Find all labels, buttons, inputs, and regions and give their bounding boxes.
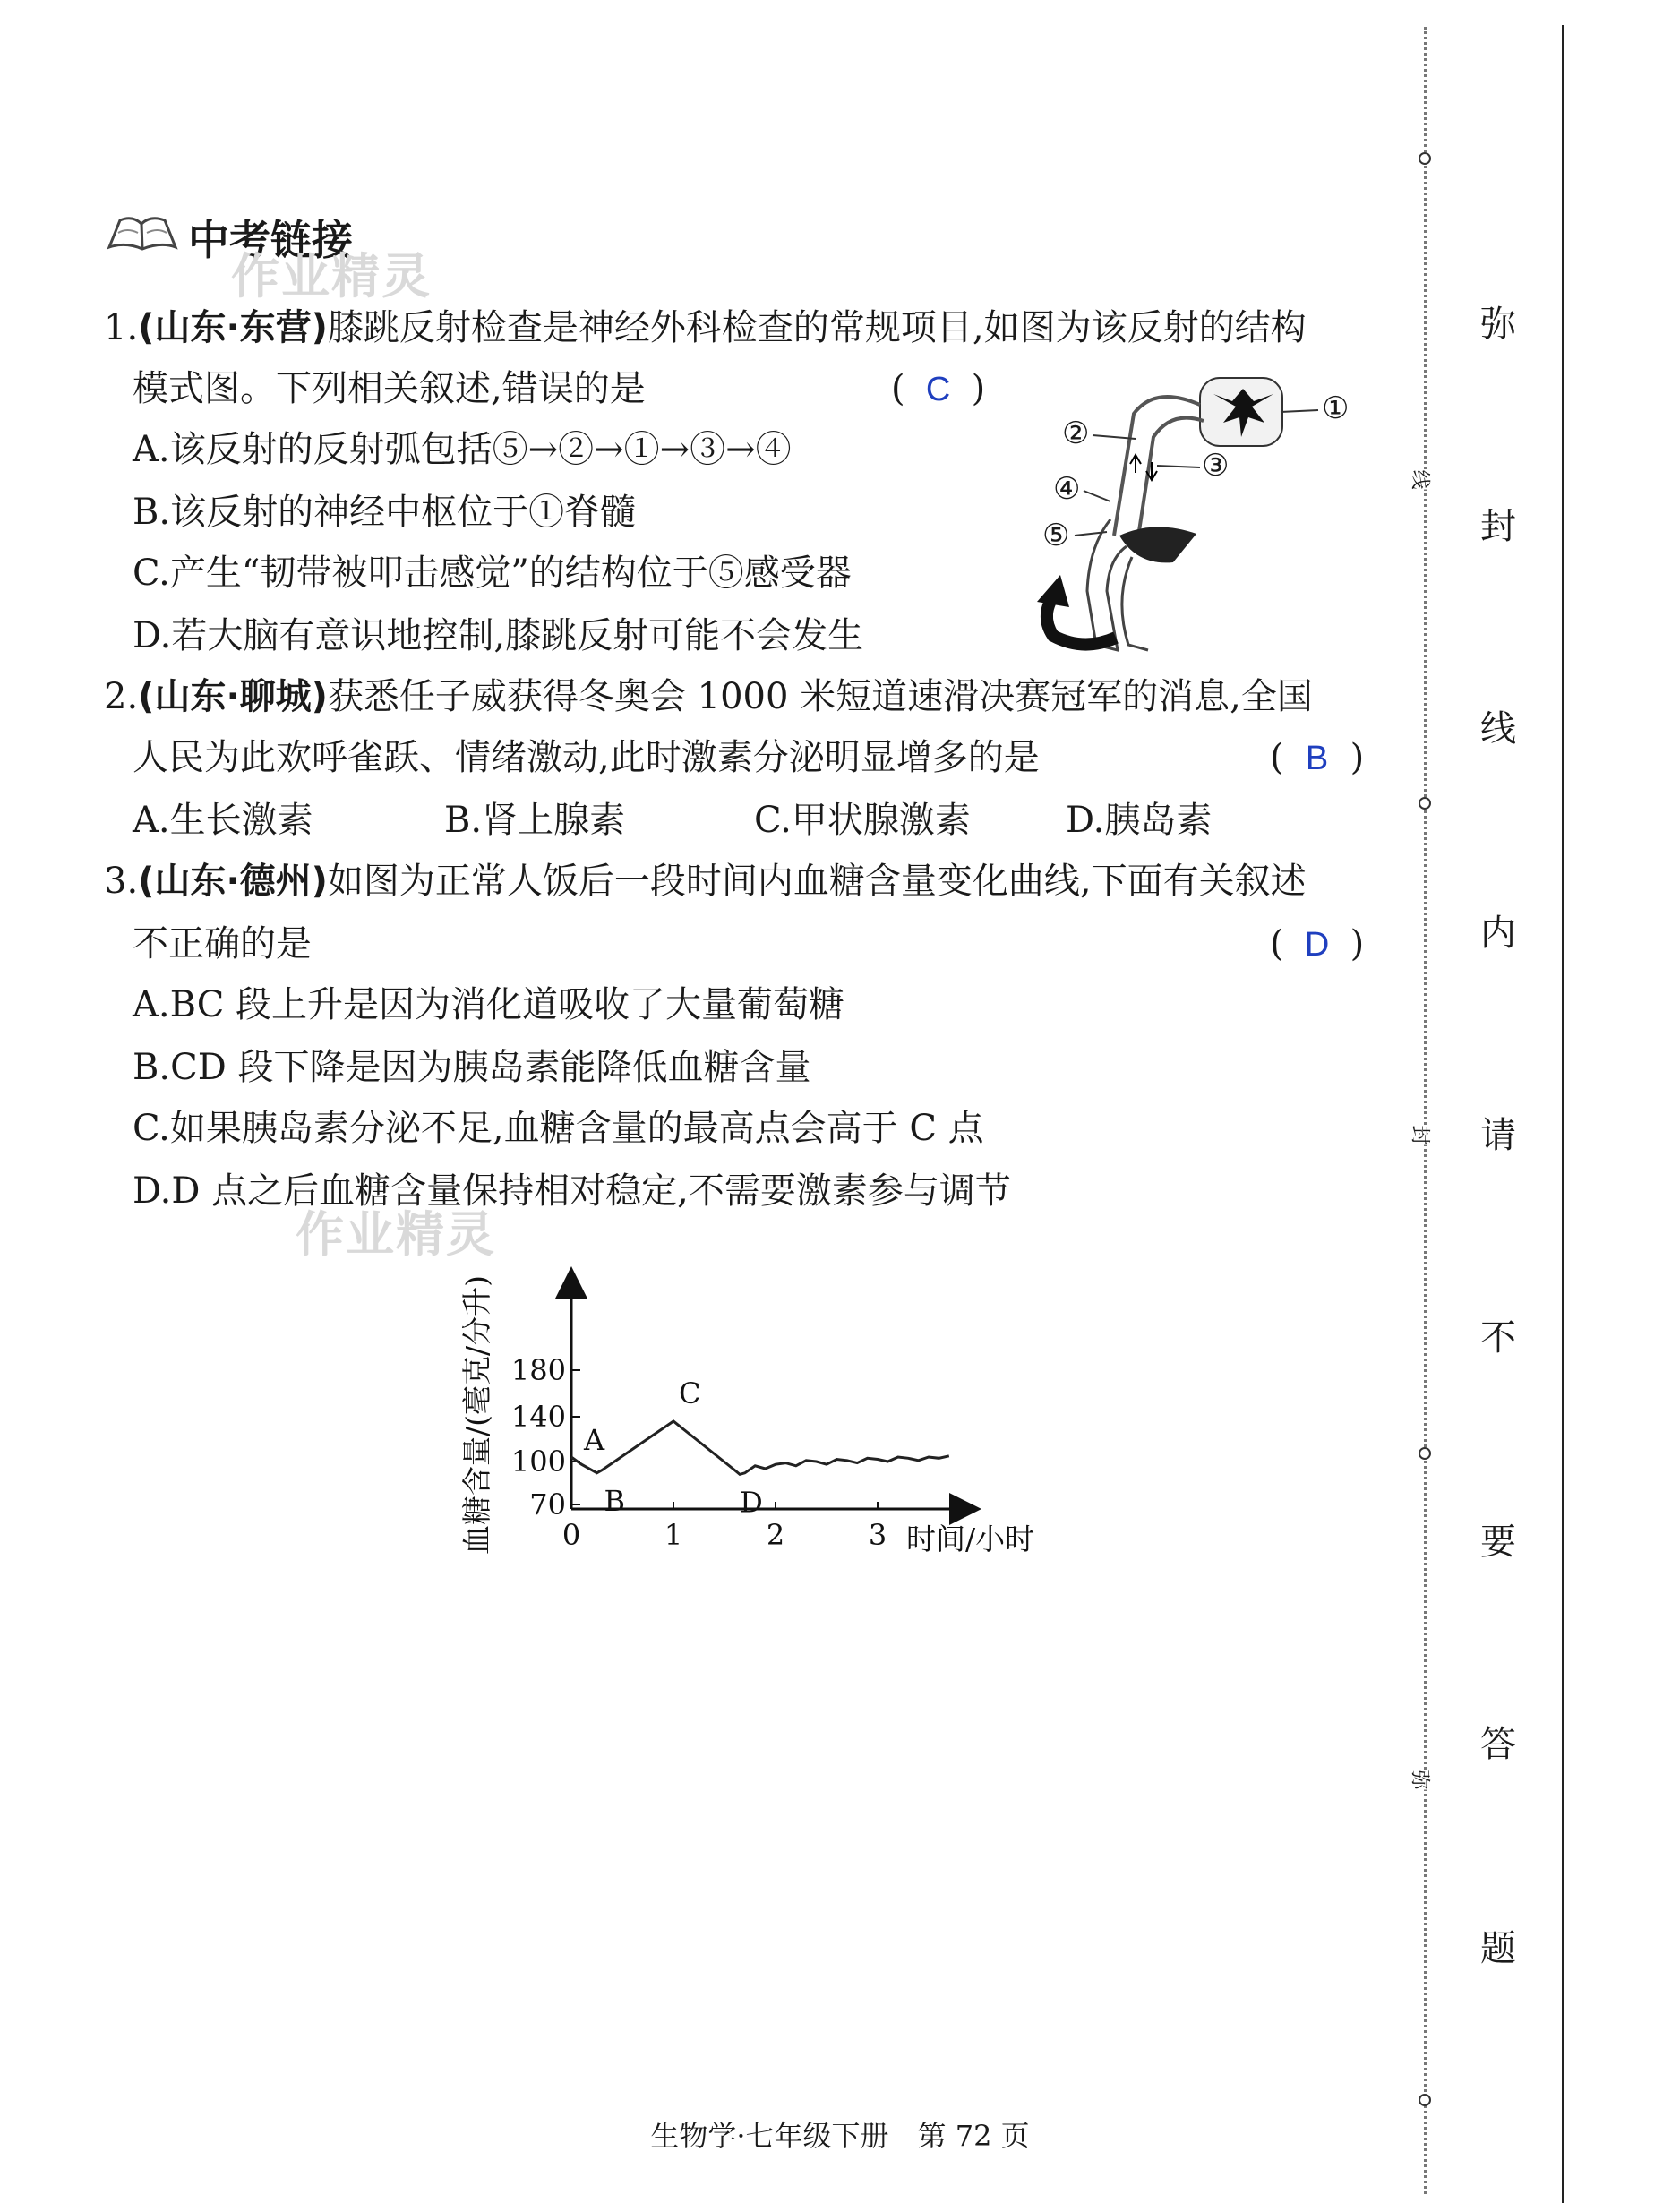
- q3-line1: 3.(山东·德州)如图为正常人饭后一段时间内血糖含量变化曲线,下面有关叙述: [104, 861, 1307, 902]
- binding-dotted-line: [1424, 27, 1427, 2194]
- watermark-1: 作业精灵: [231, 248, 432, 304]
- q2-answer: B: [1305, 740, 1329, 777]
- leg-outline: [1087, 519, 1127, 650]
- q3-option-a: A.BC 段上升是因为消化道吸收了大量葡萄糖: [133, 984, 845, 1025]
- y-axis-label: 血糖含量/(毫克/分升): [459, 1275, 494, 1555]
- q1-option-d: D.若大脑有意识地控制,膝跳反射可能不会发生: [133, 615, 864, 656]
- margin-char-3: 线: [1480, 708, 1516, 750]
- q2-option-b: B.肾上腺素: [444, 800, 626, 841]
- q3-answer: D: [1304, 926, 1330, 964]
- q2-answer-bracket: ( B ): [1270, 734, 1364, 782]
- q2-option-a: A.生长激素: [133, 800, 313, 841]
- q3-option-c: C.如果胰岛素分泌不足,血糖含量的最高点会高于 C 点: [133, 1108, 984, 1149]
- point-label-a: A: [584, 1423, 605, 1457]
- margin-char-1: 弥: [1480, 304, 1516, 345]
- binding-hole-4: [1419, 2094, 1431, 2106]
- label-4: ④: [1053, 471, 1081, 507]
- margin-char-2: 封: [1480, 506, 1516, 547]
- glucose-curve: [571, 1421, 949, 1474]
- q1-option-c: C.产生“韧带被叩击感觉”的结构位于⑤感受器: [133, 553, 852, 594]
- x-tick-label: 0: [561, 1518, 581, 1552]
- section-title: 中考链接: [188, 216, 353, 264]
- x-tick-label: 1: [664, 1518, 683, 1552]
- reflex-diagram: [1021, 367, 1361, 663]
- q1-answer: C: [925, 371, 951, 408]
- margin-label-line: 线: [1408, 469, 1436, 489]
- q1-answer-bracket: ( C ): [891, 365, 985, 413]
- q2-option-d: D.胰岛素: [1066, 800, 1213, 841]
- x-tick-label: 3: [868, 1518, 887, 1552]
- binding-hole-3: [1419, 1447, 1431, 1460]
- margin-char-5: 请: [1480, 1115, 1516, 1156]
- q2-line2: 人民为此欢呼雀跃、情绪激动,此时激素分泌明显增多的是: [133, 737, 1040, 778]
- x-axis-label: 时间/小时: [906, 1522, 1035, 1556]
- point-label-d: D: [740, 1485, 763, 1520]
- label-1: ①: [1322, 390, 1350, 426]
- q1-line2: 模式图。下列相关叙述,错误的是: [133, 368, 646, 409]
- y-tick-label: 100: [510, 1444, 566, 1479]
- margin-char-4: 内: [1480, 913, 1516, 954]
- point-label-c: C: [679, 1376, 701, 1410]
- label-3: ③: [1202, 448, 1230, 484]
- point-label-b: B: [604, 1483, 626, 1518]
- y-tick-label: 70: [529, 1487, 566, 1522]
- margin-char-7: 要: [1480, 1522, 1516, 1563]
- glucose-chart: [448, 1245, 1075, 1585]
- q3-option-b: B.CD 段下降是因为胰岛素能降低血糖含量: [133, 1047, 811, 1088]
- margin-char-8: 答: [1480, 1724, 1516, 1765]
- binding-solid-line: [1562, 25, 1564, 2203]
- watermark-2: 作业精灵: [296, 1206, 496, 1263]
- q3-line2: 不正确的是: [133, 923, 312, 964]
- q1-option-b: B.该反射的神经中枢位于①脊髓: [133, 492, 637, 533]
- binding-hole-1: [1419, 152, 1431, 165]
- book-icon: [106, 211, 179, 256]
- motor-nerve: [1137, 418, 1204, 543]
- q1-line1: 1.(山东·东营)膝跳反射检查是神经外科检查的常规项目,如图为该反射的结构: [104, 307, 1307, 348]
- margin-char-9: 题: [1480, 1928, 1516, 1969]
- q2-option-c: C.甲状腺激素: [754, 800, 971, 841]
- label-5: ⑤: [1042, 518, 1070, 553]
- q2-line1: 2.(山东·聊城)获悉任子威获得冬奥会 1000 米短道速滑决赛冠军的消息,全国: [104, 676, 1313, 717]
- margin-label-seal: 封: [1408, 1125, 1436, 1144]
- q3-answer-bracket: ( D ): [1270, 921, 1364, 968]
- margin-char-6: 不: [1480, 1317, 1516, 1359]
- margin-label-mi: 弥: [1408, 1770, 1436, 1789]
- y-tick-label: 140: [510, 1400, 566, 1434]
- label-2: ②: [1062, 416, 1090, 451]
- binding-hole-2: [1419, 797, 1431, 810]
- q3-option-d: D.D 点之后血糖含量保持相对稳定,不需要激素参与调节: [133, 1170, 1011, 1212]
- y-tick-label: 180: [510, 1353, 566, 1387]
- q1-option-a: A.该反射的反射弧包括⑤→②→①→③→④: [133, 429, 792, 470]
- reflex-figure: [1021, 367, 1361, 663]
- x-tick-label: 2: [766, 1518, 785, 1552]
- page-footer: 生物学·七年级下册 第 72 页: [650, 2119, 1030, 2153]
